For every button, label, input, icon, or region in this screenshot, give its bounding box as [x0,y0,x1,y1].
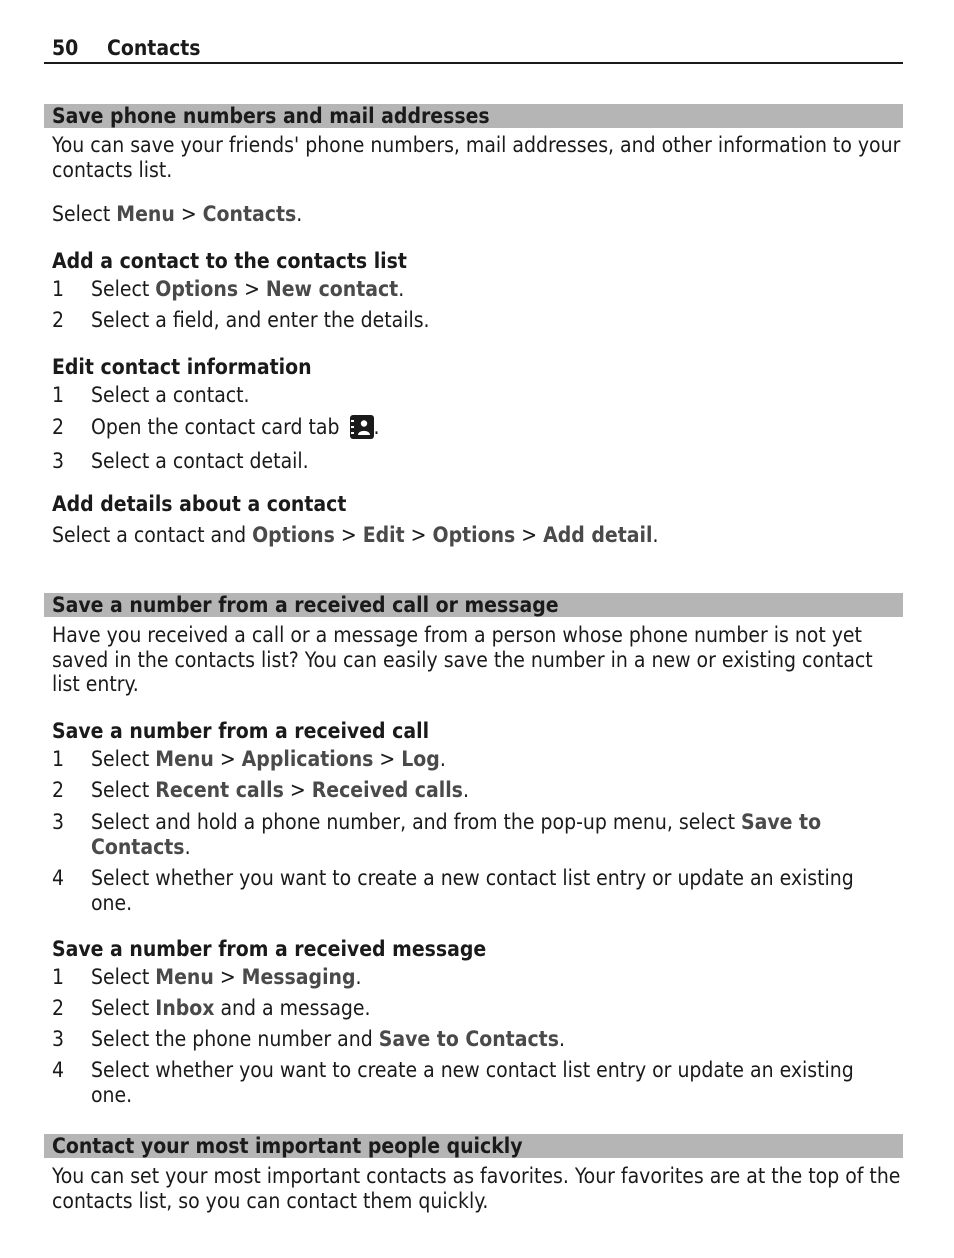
text: Select and hold a phone number, and from the pop-up menu, select [91,810,741,834]
menu-item-options: Options [252,523,335,547]
step-number: 1 [52,383,65,407]
menu-item-add-detail: Add detail [543,523,653,547]
menu-item-edit: Edit [362,523,405,547]
text: Select [91,277,156,301]
section-heading-favorites: Contact your most important people quickly [44,1134,903,1158]
step-number: 3 [52,1027,65,1051]
text: Select [52,202,117,226]
menu-item-received-calls: Received calls [311,778,463,802]
step-number: 4 [52,1058,65,1082]
menu-item-contacts: Contacts [202,202,297,226]
text: Select [91,996,156,1020]
menu-item-inbox: Inbox [155,996,215,1020]
step-number: 1 [52,965,65,989]
separator: > [213,747,242,771]
separator: > [283,778,312,802]
menu-item-menu: Menu [116,202,175,226]
step-number: 2 [52,996,65,1020]
step-number: 1 [52,747,65,771]
text: Open the contact card tab [91,415,346,439]
text: . [439,747,446,771]
menu-item-applications: Applications [241,747,374,771]
menu-item-messaging: Messaging [241,965,356,989]
step-number: 2 [52,308,65,332]
text: . [652,523,659,547]
text: . [296,202,303,226]
menu-item-recent-calls: Recent calls [155,778,284,802]
section-heading-save-received: Save a number from a received call or message [44,593,903,617]
step-text: Select whether you want to create a new contact list entry or update an existing one. [91,866,854,915]
text: . [373,415,380,439]
text: Select [91,778,156,802]
separator: > [334,523,363,547]
menu-path [52,523,902,548]
chapter-title: Contacts [107,36,201,60]
step-number: 3 [52,449,65,473]
menu-item-menu: Menu [155,747,214,771]
page-header [44,36,903,64]
subheading-add-contact: Add a contact to the contacts list [52,249,407,273]
separator: > [174,202,203,226]
section-intro: Have you received a call or a message from a person whose phone number is not yet saved in the contacts list? You can easily save the number in a new or existing contact list entry. [52,623,873,696]
menu-item-menu: Menu [155,965,214,989]
subheading-received-message: Save a number from a received message [52,937,487,961]
menu-item-options: Options [155,277,239,301]
section-intro: You can set your most important contacts as favorites. Your favorites are at the top of the contacts list, so you can contact them quickly. [52,1164,901,1213]
step-number: 4 [52,866,65,890]
separator: > [404,523,433,547]
text: Select [91,965,156,989]
separator: > [373,747,402,771]
contact-card-icon [350,415,374,439]
menu-item-save-to-contacts: Save to Contacts [378,1027,559,1051]
menu-item-options: Options [432,523,516,547]
menu-item-new-contact: New contact [265,277,399,301]
subheading-add-details: Add details about a contact [52,492,347,516]
text: . [355,965,362,989]
step-number: 1 [52,277,65,301]
text: . [184,834,191,859]
step-number: 3 [52,810,65,834]
text: and a message. [214,996,371,1020]
text: Select [91,747,156,771]
menu-item-save-to-contacts: Save to Contacts [91,810,822,859]
page-number: 50 [52,36,79,60]
text: Select a contact and [52,523,253,547]
separator: > [515,523,544,547]
text: . [462,778,469,802]
step-text: Select a contact. [91,383,250,407]
menu-path [52,202,902,227]
step-text: Select whether you want to create a new contact list entry or update an existing one. [91,1058,854,1107]
separator: > [238,277,266,301]
section-intro: You can save your friends' phone numbers, mail addresses, and other information to your contacts list. [52,133,901,182]
step-text: Select a field, and enter the details. [91,308,430,332]
subheading-received-call: Save a number from a received call [52,719,430,743]
step-number: 2 [52,778,65,802]
separator: > [213,965,242,989]
text: Select the phone number and [91,1027,379,1051]
text: . [558,1027,565,1051]
menu-item-log: Log [401,747,440,771]
step-text: Select a contact detail. [91,449,309,473]
section-heading-save-numbers: Save phone numbers and mail addresses [44,104,903,128]
subheading-edit-contact: Edit contact information [52,355,312,379]
step-number: 2 [52,415,65,439]
text: . [398,277,405,301]
